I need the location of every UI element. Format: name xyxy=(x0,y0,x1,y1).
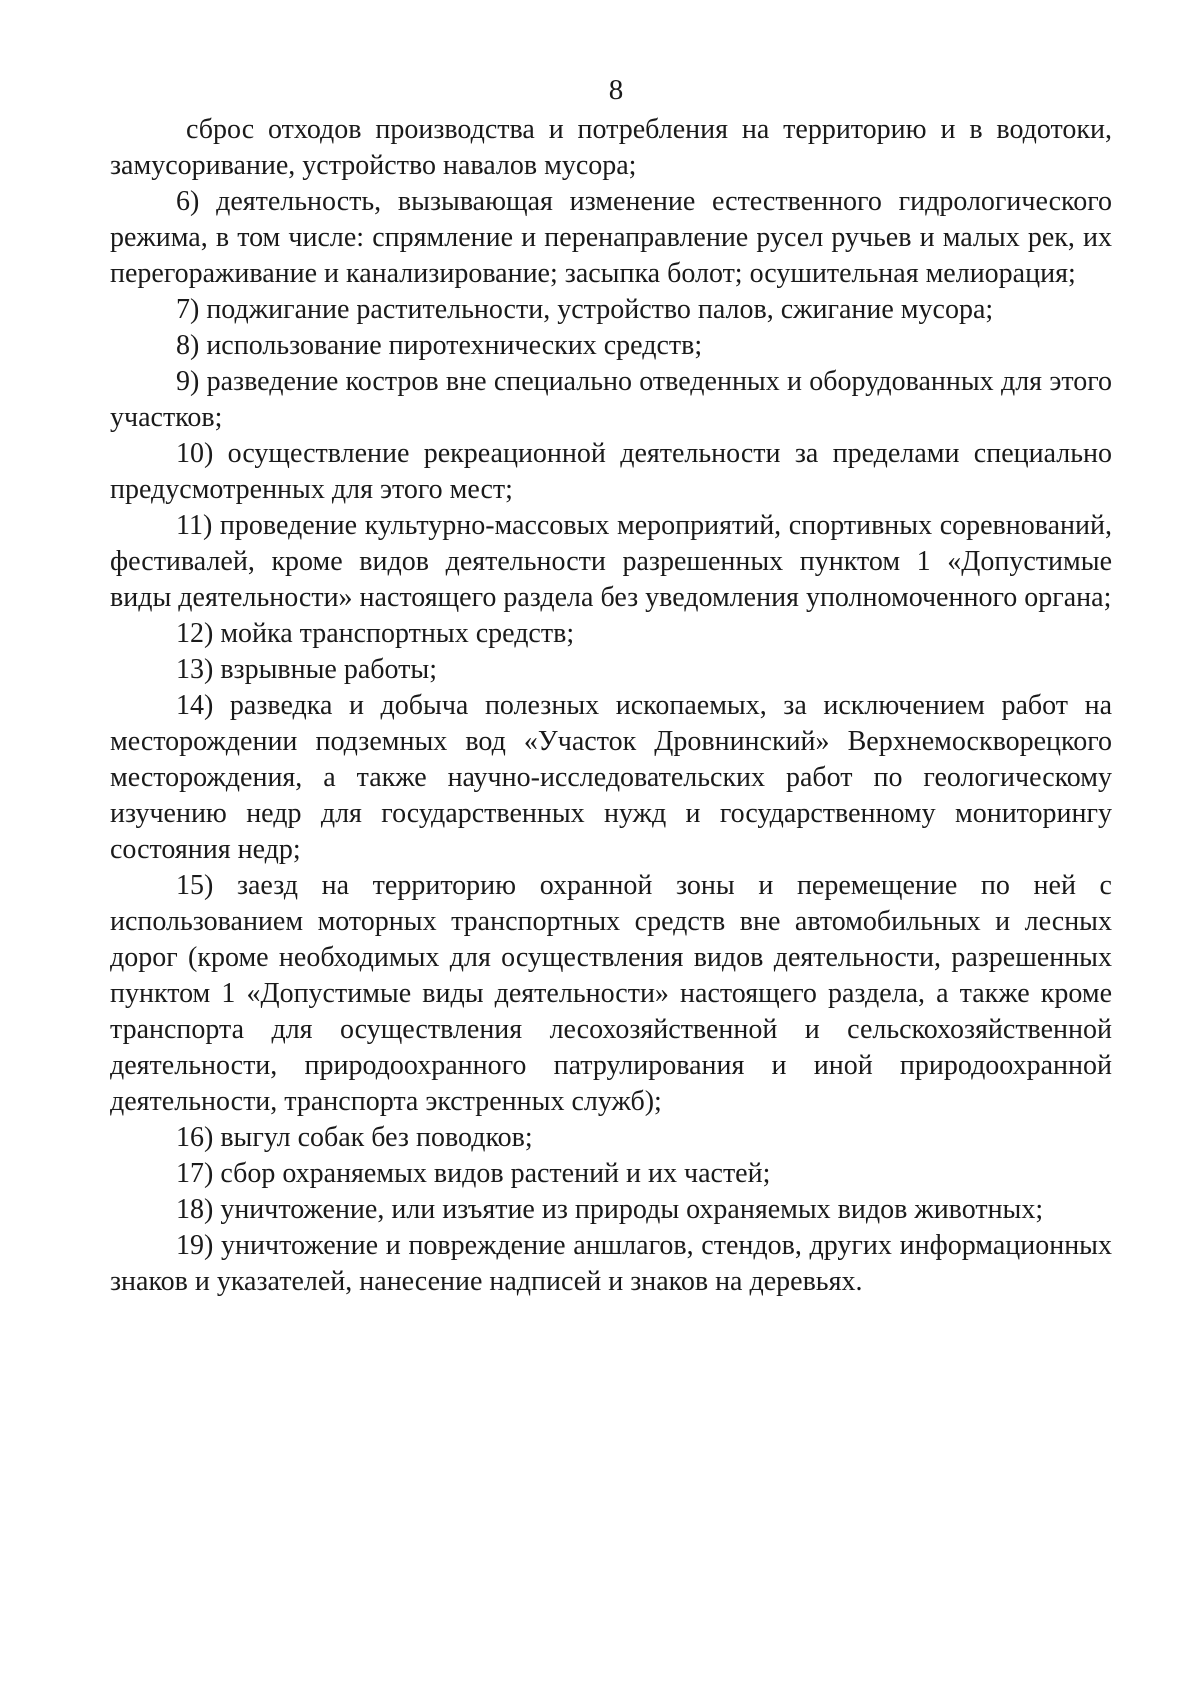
paragraph-continuation: сброс отходов производства и потребления на территорию и в водотоки, замусоривание, устройство навалов мусора; xyxy=(110,114,1112,181)
list-item-13: 13) взрывные работы; xyxy=(176,654,437,685)
list-item-6: 6) деятельность, вызывающая изменение естественного гидрологического режима, в том числе: спрямление и перенаправление русел ручьев и малых рек, их перегораживание и канализирование; засыпка болот; осушительная мелиорация; xyxy=(110,186,1112,289)
page-number: 8 xyxy=(608,74,624,106)
list-item-16: 16) выгул собак без поводков; xyxy=(176,1122,533,1153)
list-item-14: 14) разведка и добыча полезных ископаемых, за исключением работ на месторождении подземных вод «Участок Дровнинский» Верхнемоскворецкого месторождения, а также научно-исследовательских работ по геологическому изучению недр для государственных нужд и государственному мониторингу состояния недр; xyxy=(110,690,1112,865)
list-item-15: 15) заезд на территорию охранной зоны и перемещение по ней с использованием моторных транспортных средств вне автомобильных и лесных дорог (кроме необходимых для осуществления видов деятельности, разрешенных пунктом 1 «Допустимые виды деятельности» настоящего раздела, а также кроме транспорта для осуществления лесохозяйственной и сельскохозяйственной деятельности, природоохранного патрулирования и иной природоохранной деятельности, транспорта экстренных служб); xyxy=(110,870,1112,1117)
document-body xyxy=(110,112,1112,1300)
list-item-7: 7) поджигание растительности, устройство палов, сжигание мусора; xyxy=(176,294,994,325)
list-item-17: 17) сбор охраняемых видов растений и их частей; xyxy=(176,1158,771,1189)
list-item-18: 18) уничтожение, или изъятие из природы охраняемых видов животных; xyxy=(176,1194,1044,1225)
list-item-8: 8) использование пиротехнических средств; xyxy=(176,330,703,361)
list-item-10: 10) осуществление рекреационной деятельности за пределами специально предусмотренных для этого мест; xyxy=(110,438,1112,505)
list-item-12: 12) мойка транспортных средств; xyxy=(176,618,575,649)
list-item-19: 19) уничтожение и повреждение аншлагов, стендов, других информационных знаков и указателей, нанесение надписей и знаков на деревьях. xyxy=(110,1230,1112,1297)
list-item-9: 9) разведение костров вне специально отведенных и оборудованных для этого участков; xyxy=(110,366,1112,433)
list-item-11: 11) проведение культурно-массовых мероприятий, спортивных соревнований, фестивалей, кроме видов деятельности разрешенных пунктом 1 «Допустимые виды деятельности» настоящего раздела без уведомления уполномоченного органа; xyxy=(110,510,1112,613)
